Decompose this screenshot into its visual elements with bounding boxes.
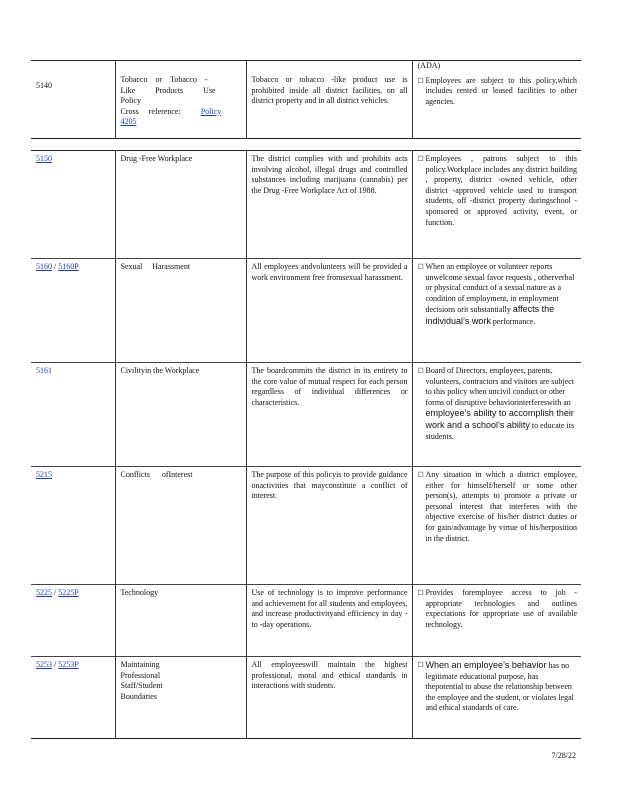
bullet-icon: ☐	[417, 589, 424, 597]
bullet-icon: ☐	[417, 76, 424, 85]
policy-notes-lead: When an employee’s behavior	[425, 660, 547, 670]
notes-bullet	[418, 588, 578, 630]
policy-notes: has no legitimate educational purpose, has thepotential to abuse the relationship between the employee and the student, or violates legal and ethical standards of care.	[425, 661, 574, 713]
policy-title: Drug -Free Workplace	[115, 151, 246, 259]
policy-link[interactable]: 5161	[36, 366, 52, 375]
notes-bullet	[418, 262, 578, 328]
policy-title-line: Policy	[120, 96, 141, 106]
policy-notes: Employees , patrons subject to this policy.Workplace includes any district building , property, district -owned vehicle, other district -approved vehicle used to transport students, off -district property duringschool -sponsored or approved activity, event, or function.	[425, 154, 577, 227]
policy-summary: All employeeswill maintain the highest professional, moral and ethical standards in interactions with students.	[246, 657, 412, 739]
policy-title-line: Like Products Use	[120, 85, 216, 95]
policy-notes-emphasis: affects the individual’s work	[425, 304, 555, 326]
table-row	[31, 61, 581, 139]
policy-table	[31, 150, 581, 739]
bullet-icon: ☐	[417, 661, 424, 669]
policy-title: Sexual Harassment	[115, 259, 246, 363]
table-row	[31, 151, 581, 259]
policy-title: Maintaining Professional Staff/Student Boundaries	[115, 657, 246, 739]
policy-notes-tail: to educate its students.	[425, 420, 575, 441]
bullet-icon: ☐	[417, 155, 424, 163]
table-row: 5160 / 5160P Sexual Harassment All employees andvolunteers will be provided a work environment free fromsexual harassment. ☐ When an employee or volunteer reports unwelcome sexual favor requests , otherverbal or physical conduct of a sexual nature as a condition of employment, in employment decisions orit substantially affects the individual’s work performance.	[31, 259, 581, 363]
notes-bullet	[418, 154, 578, 228]
policy-summary: The purpose of this policyis to provide guidance onactivities that mayconstitute a conflict of interest.	[246, 467, 412, 585]
policy-link[interactable]: 5150	[36, 154, 52, 163]
policy-summary: All employees andvolunteers will be provided a work environment free fromsexual harassment.	[246, 259, 412, 363]
policy-link[interactable]: 5160	[36, 262, 52, 271]
policy-summary: The district complies with and prohibits acts involving alcohol, illegal drugs and controlled substances including marijuana (cannabis) per the Drug -Free Workplace Act of 1988.	[246, 151, 412, 259]
policy-procedure-link[interactable]: 5225P	[58, 588, 79, 597]
cross-reference-number[interactable]: 4205	[120, 117, 137, 127]
bullet-icon: ☐	[417, 367, 424, 375]
policy-title: Civilityin the Workplace	[115, 363, 246, 467]
notes-bullet	[418, 660, 578, 714]
policy-title: Technology	[115, 585, 246, 657]
note-prefix: (ADA)	[417, 61, 441, 70]
cross-reference-link[interactable]: Policy	[200, 106, 222, 116]
policy-procedure-link[interactable]: 5253P	[58, 660, 79, 669]
notes-bullet	[418, 470, 578, 544]
policy-notes-tail: performance.	[492, 316, 536, 326]
policy-summary: The boardcommits the district in its entirety to the core value of mutual respect for each person regardless of individual differences or characteristics.	[246, 363, 412, 467]
policy-notes: Any situation in which a district employee, either for himself/herself or some other person(s), attempts to promote a private or personal interest that interferes with the objective exercise of his/her district duties or for gain/advantage by virtue of his/herposition in the district.	[425, 470, 577, 543]
bullet-icon: ☐	[417, 471, 424, 479]
policy-summary: Use of technology is to improve performance and achievement for all students and employees, and increase productivityand efficiency in day -to -day operations.	[246, 585, 412, 657]
footer-date: 7/28/22	[551, 751, 576, 760]
policy-notes: Employees are subject to this policy,which includes rented or leased facilities to other agencies.	[425, 75, 577, 106]
policy-title-line: Tobacco or Tobacco -	[120, 75, 208, 84]
bullet-icon: ☐	[417, 263, 424, 271]
policy-summary: Tobacco or tobacco -like product use is prohibited inside all district facilities, on all district property and in all district vehicles.	[246, 61, 412, 139]
policy-notes-emphasis: employee’s ability to accomplish their work and a school’s ability	[425, 408, 574, 430]
policy-table-continued	[31, 60, 581, 139]
policy-link[interactable]: 5215	[36, 470, 52, 479]
policy-title: Conflicts ofInterest	[115, 467, 246, 585]
notes-bullet	[418, 366, 578, 442]
table-row	[31, 363, 581, 467]
table-row	[31, 467, 581, 585]
policy-link[interactable]: 5225	[36, 588, 52, 597]
policy-notes: When an employee or volunteer reports unwelcome sexual favor requests , otherverbal or physical conduct of a sexual nature as a condition of employment, in employment decisions orit substantially	[425, 262, 575, 315]
policy-procedure-link[interactable]: 5160P	[58, 262, 79, 271]
policy-notes: Board of Directors, employees, parents, volunteers, contractors and visitors are subject to this policy when uncivil conduct or other forms of disruptive behaviorinterfereswith an	[425, 366, 574, 407]
policy-number: 5140	[36, 81, 52, 90]
policy-link[interactable]: 5253	[36, 660, 52, 669]
cross-reference-label: Cross reference:	[120, 106, 181, 116]
policy-notes: Provides foremployee access to job -appropriate technologies and outlines expectations for appropriate use of available technology.	[425, 588, 577, 629]
notes-bullet	[418, 76, 578, 108]
table-row: 5225 / 5225P Technology Use of technology is to improve performance and achievement for all students and employees, and increase productivityand efficiency in day -to -day operations. ☐ Provides foremployee access to job -appropriate technologies and outlines expectations for appropriate use of available technology.	[31, 585, 581, 657]
table-row: 5253 / 5253P Maintaining Professional Staff/Student Boundaries All employeeswill maintain the highest professional, moral and ethical standards in interactions with students. ☐ When an employee’s behavior has no legitimate educational purpose, has thepotential to abuse the relationship between the employee and the student, or violates legal and ethical standards of care.	[31, 657, 581, 739]
